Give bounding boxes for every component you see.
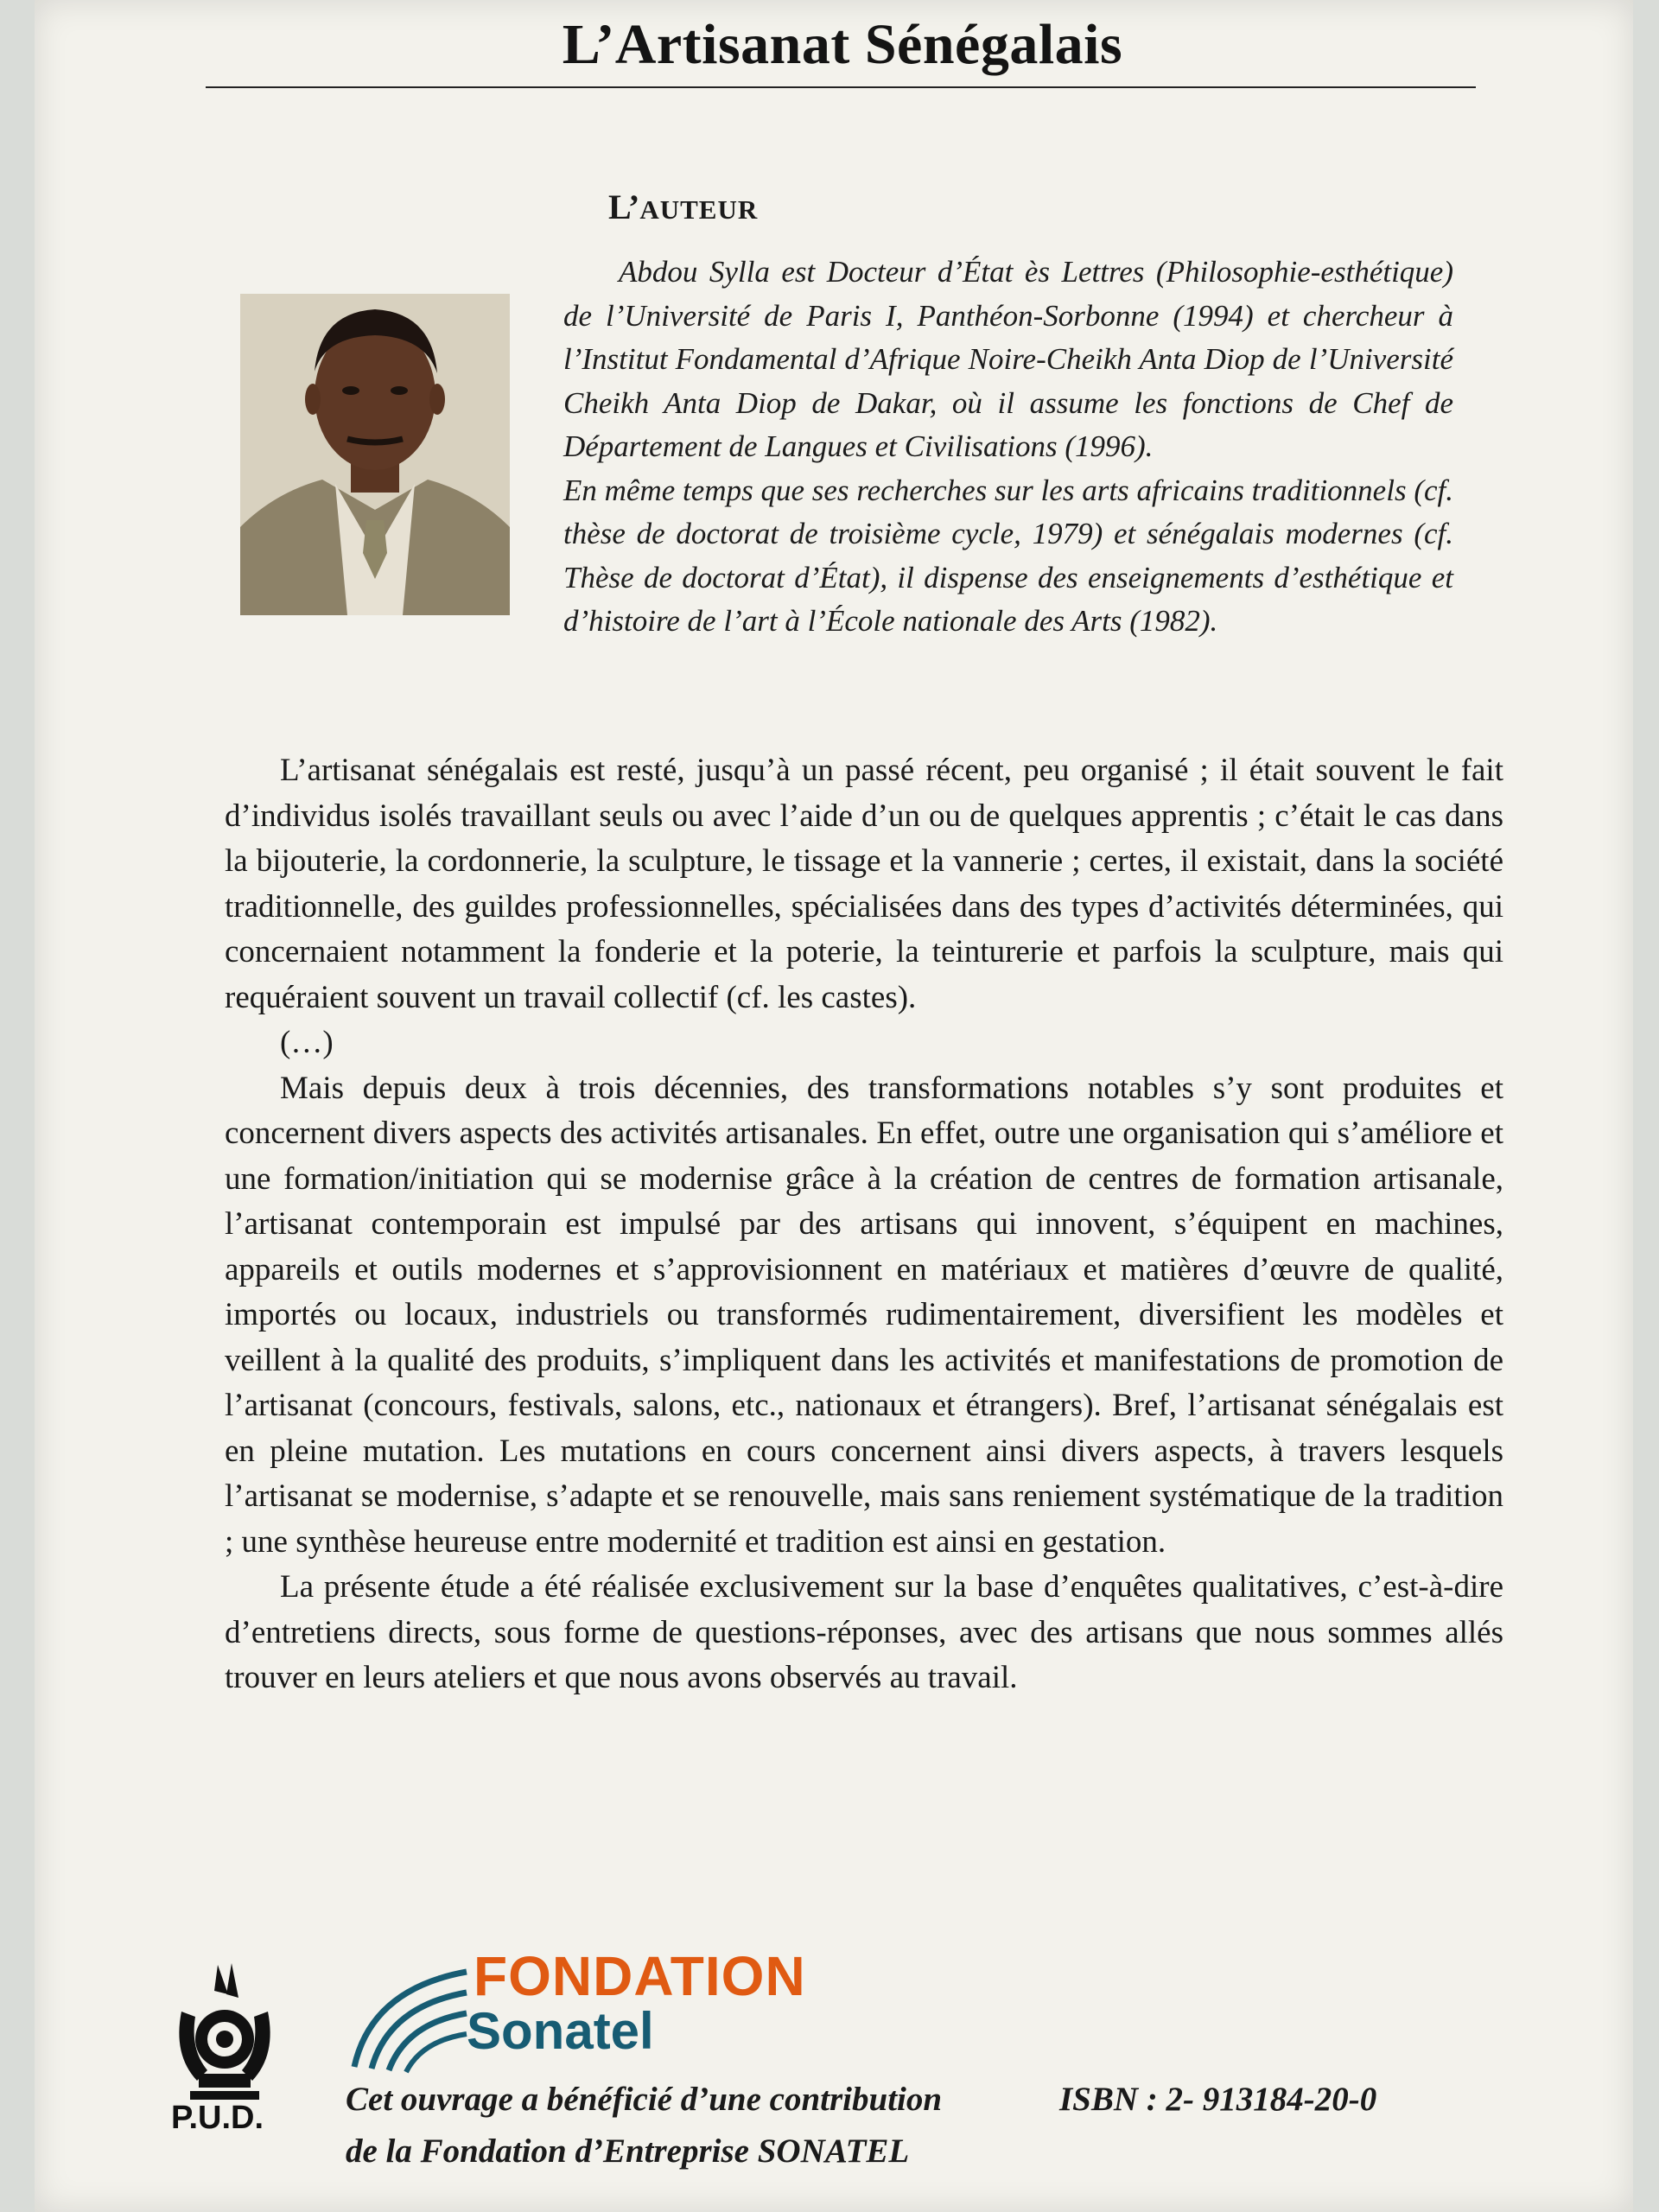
author-heading-prefix: L’ (608, 188, 640, 226)
description-paragraph: La présente étude a été réalisée exclusivement sur la base d’enquêtes qualitatives, c’est-à-dire d’entretiens directs, sous forme de questions-réponses, avec des artisans que nous sommes allés trouver en leurs ateliers et que nous avons observés au travail. (225, 1569, 1503, 1695)
author-bio-paragraph: En même temps que ses recherches sur les arts africains traditionnels (cf. thèse de doctorat de troisième cycle, 1979) et sénégalais modernes (cf. Thèse de doctorat d’État), il dispense des enseignements d’esthétique et d’histoire de l’art à l’École nationale des Arts (1982). (563, 473, 1453, 638)
publisher-label: P.U.D. (171, 2100, 264, 2136)
description-paragraph: L’artisanat sénégalais est resté, jusqu’à un passé récent, peu organisé ; il était souvent le fait d’individus isolés travaillant seuls ou avec l’aide d’un ou de quelques apprentis ; c’était le cas dans la bijouterie, la cordonnerie, la sculpture, le tissage et la vannerie ; certes, il existait, dans la société traditionnelle, des guildes professionnelles, spécialisées dans des types d’activités déterminées, qui concernaient notamment la fonderie et la poterie, la teinturerie et parfois la sculpture, mais qui requéraient souvent un travail collectif (cf. les castes). (225, 753, 1503, 1015)
sonatel-logo-text: Sonatel (467, 2002, 654, 2060)
isbn-label: ISBN : 2- 913184-20-0 (1059, 2081, 1377, 2118)
author-heading (608, 187, 758, 227)
cover-description (225, 748, 1503, 1701)
description-ellipsis: (…) (280, 1025, 334, 1060)
pud-emblem-icon (164, 1960, 285, 2115)
author-bio-paragraph: Abdou Sylla est Docteur d’État ès Lettres (Philosophie-esthétique) de l’Université de Paris I, Panthéon-Sorbonne (1994) et chercheur à l’Institut Fondamental d’Afrique Noire-Cheikh Anta Diop de l’Université Cheikh Anta Diop de Dakar, où il assume les fonctions de Chef de Département de Langues et Civilisations (1996). (563, 255, 1453, 463)
author-bio (563, 251, 1453, 644)
description-paragraph: Mais depuis deux à trois décennies, des transformations notables s’y sont produites et concernent divers aspects des activités artisanales. En effet, outre une organisation qui s’améliore et une formation/initiation qui se modernise grâce à la création de centres de formation artisanale, l’artisanat contemporain est impulsé par des artisans qui innovent, s’équipent en machines, appareils et outils modernes et s’approvisionnent en matériaux et matières d’œuvre de qualité, importés ou locaux, industriels ou transformés rudimentairement, diversifient les modèles et veillent à la qualité des produits, s’impliquent dans les activités et manifestations de promotion de l’artisanat (concours, festivals, salons, etc., nationaux et étrangers). Bref, l’artisanat sénégalais est en pleine mutation. Les mutations en cours concernent ainsi divers aspects, à travers lesquels l’artisanat se modernise, s’adapte et se renouvelle, mais sans reniement systématique de la tradition ; une synthèse heureuse entre modernité et tradition est ainsi en gestation. (225, 1070, 1503, 1560)
book-back-cover (35, 0, 1633, 2212)
footer-logos (164, 1944, 1512, 2203)
title-divider (206, 86, 1476, 88)
contribution-line: Cet ouvrage a bénéficié d’une contribution (346, 2081, 943, 2118)
author-photo (240, 294, 510, 615)
fondation-sonatel-swoosh-icon (346, 1955, 475, 2075)
book-title: L’Artisanat Sénégalais (562, 13, 1123, 76)
fondation-logo-text: FONDATION (474, 1945, 806, 2007)
contribution-note (346, 2074, 942, 2177)
contribution-line: de la Fondation d’Entreprise SONATEL (346, 2133, 910, 2170)
author-heading-word: AUTEUR (639, 194, 759, 225)
author-portrait-photo (240, 294, 510, 615)
